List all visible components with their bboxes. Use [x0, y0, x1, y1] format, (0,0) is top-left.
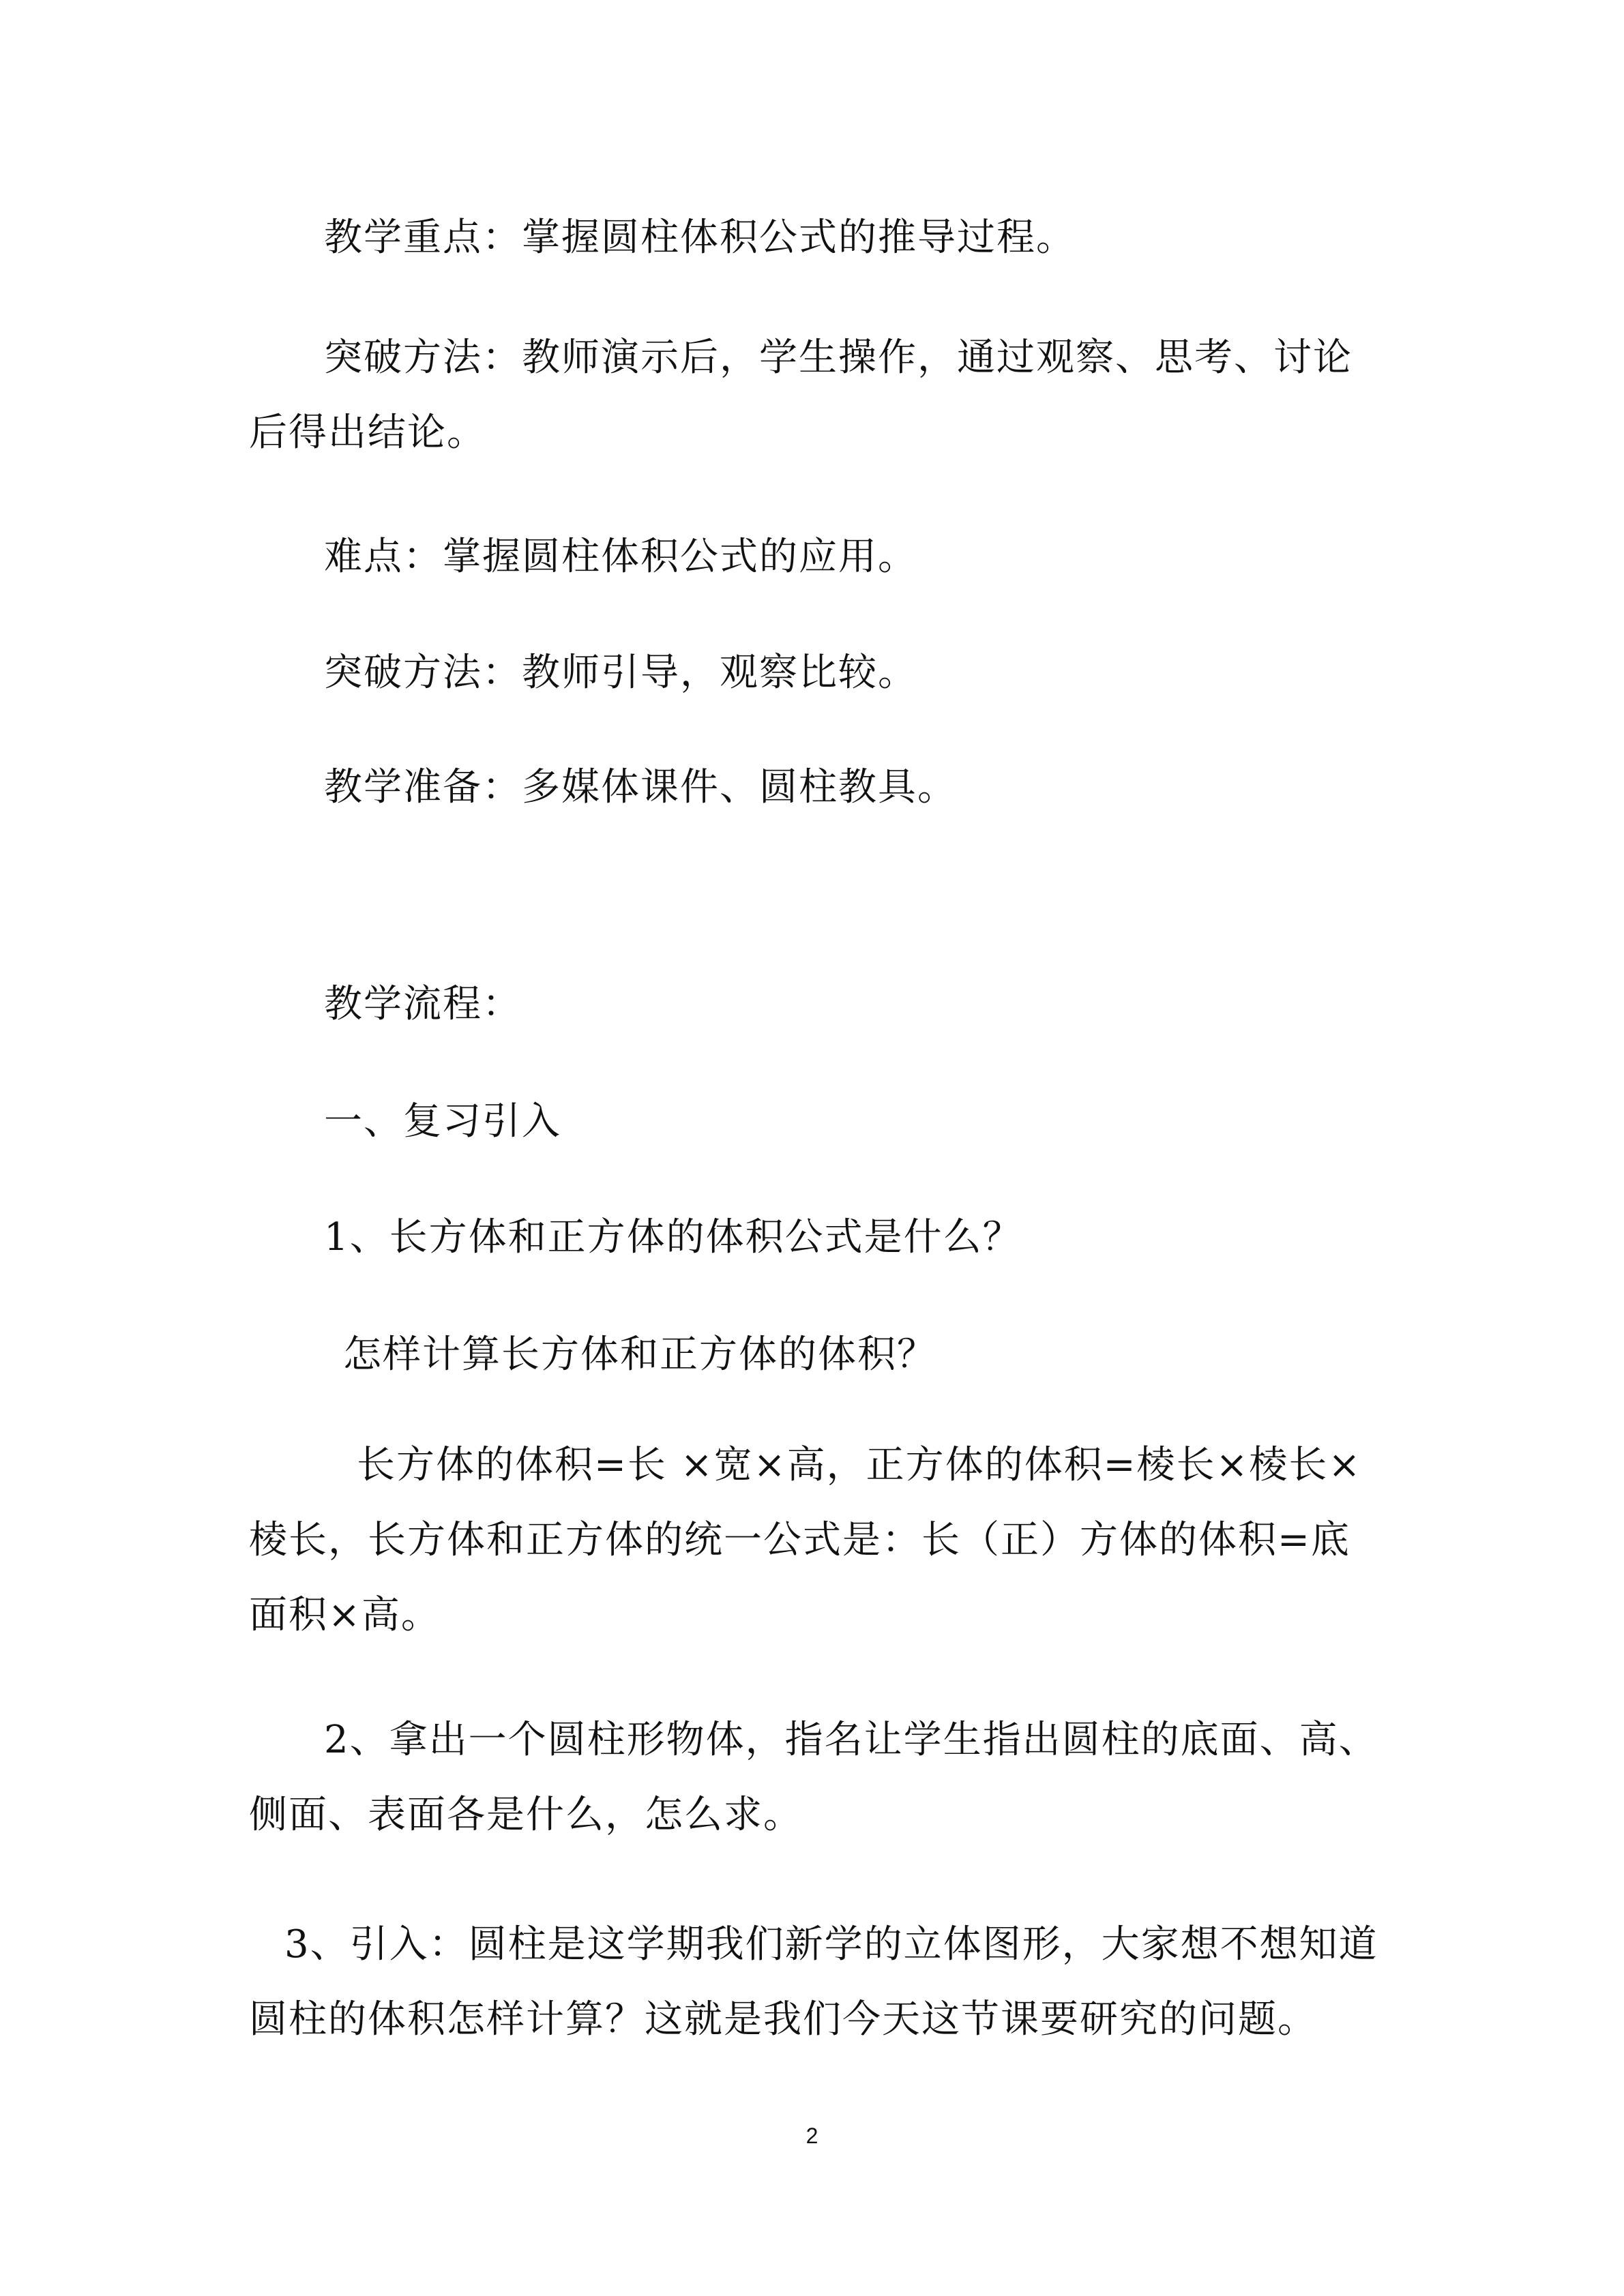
question-1-sub-paragraph: 怎样计算长方体和正方体的体积？ [343, 1332, 936, 1377]
teaching-focus-paragraph: 教学重点：掌握圆柱体积公式的推导过程。 [324, 215, 1076, 260]
difficulty-paragraph: 难点：掌握圆柱体积公式的应用。 [324, 535, 917, 579]
breakthrough-method-paragraph: 突破方法：教师演示后，学生操作，通过观察、思考、讨论后得出结论。 [249, 336, 1353, 455]
teaching-preparation-paragraph: 教学准备：多媒体课件、圆柱教具。 [324, 765, 957, 809]
question-2-paragraph: 2、拿出一个圆柱形物体，指名让学生指出圆柱的底面、高、侧面、表面各是什么，怎么求。 [249, 1718, 1378, 1837]
question-3-paragraph: 3、引入：圆柱是这学期我们新学的立体图形，大家想不想知道圆柱的体积怎样计算？这就是我们今天这节课要研究的问题。 [249, 1922, 1378, 2042]
volume-formula-paragraph: 长方体的体积=长 ×宽×高，正方体的体积=棱长×棱长×棱长，长方体和正方体的统一公式是：长（正）方体的体积=底面积×高。 [249, 1443, 1362, 1637]
question-1-paragraph: 1、长方体和正方体的体积公式是什么？ [324, 1215, 1022, 1259]
teaching-process-heading: 教学流程： [324, 982, 522, 1026]
section-review-heading: 一、复习引入 [324, 1099, 561, 1144]
page-number: 2 [806, 2123, 818, 2148]
breakthrough-method-2-paragraph: 突破方法：教师引导，观察比较。 [324, 651, 917, 695]
